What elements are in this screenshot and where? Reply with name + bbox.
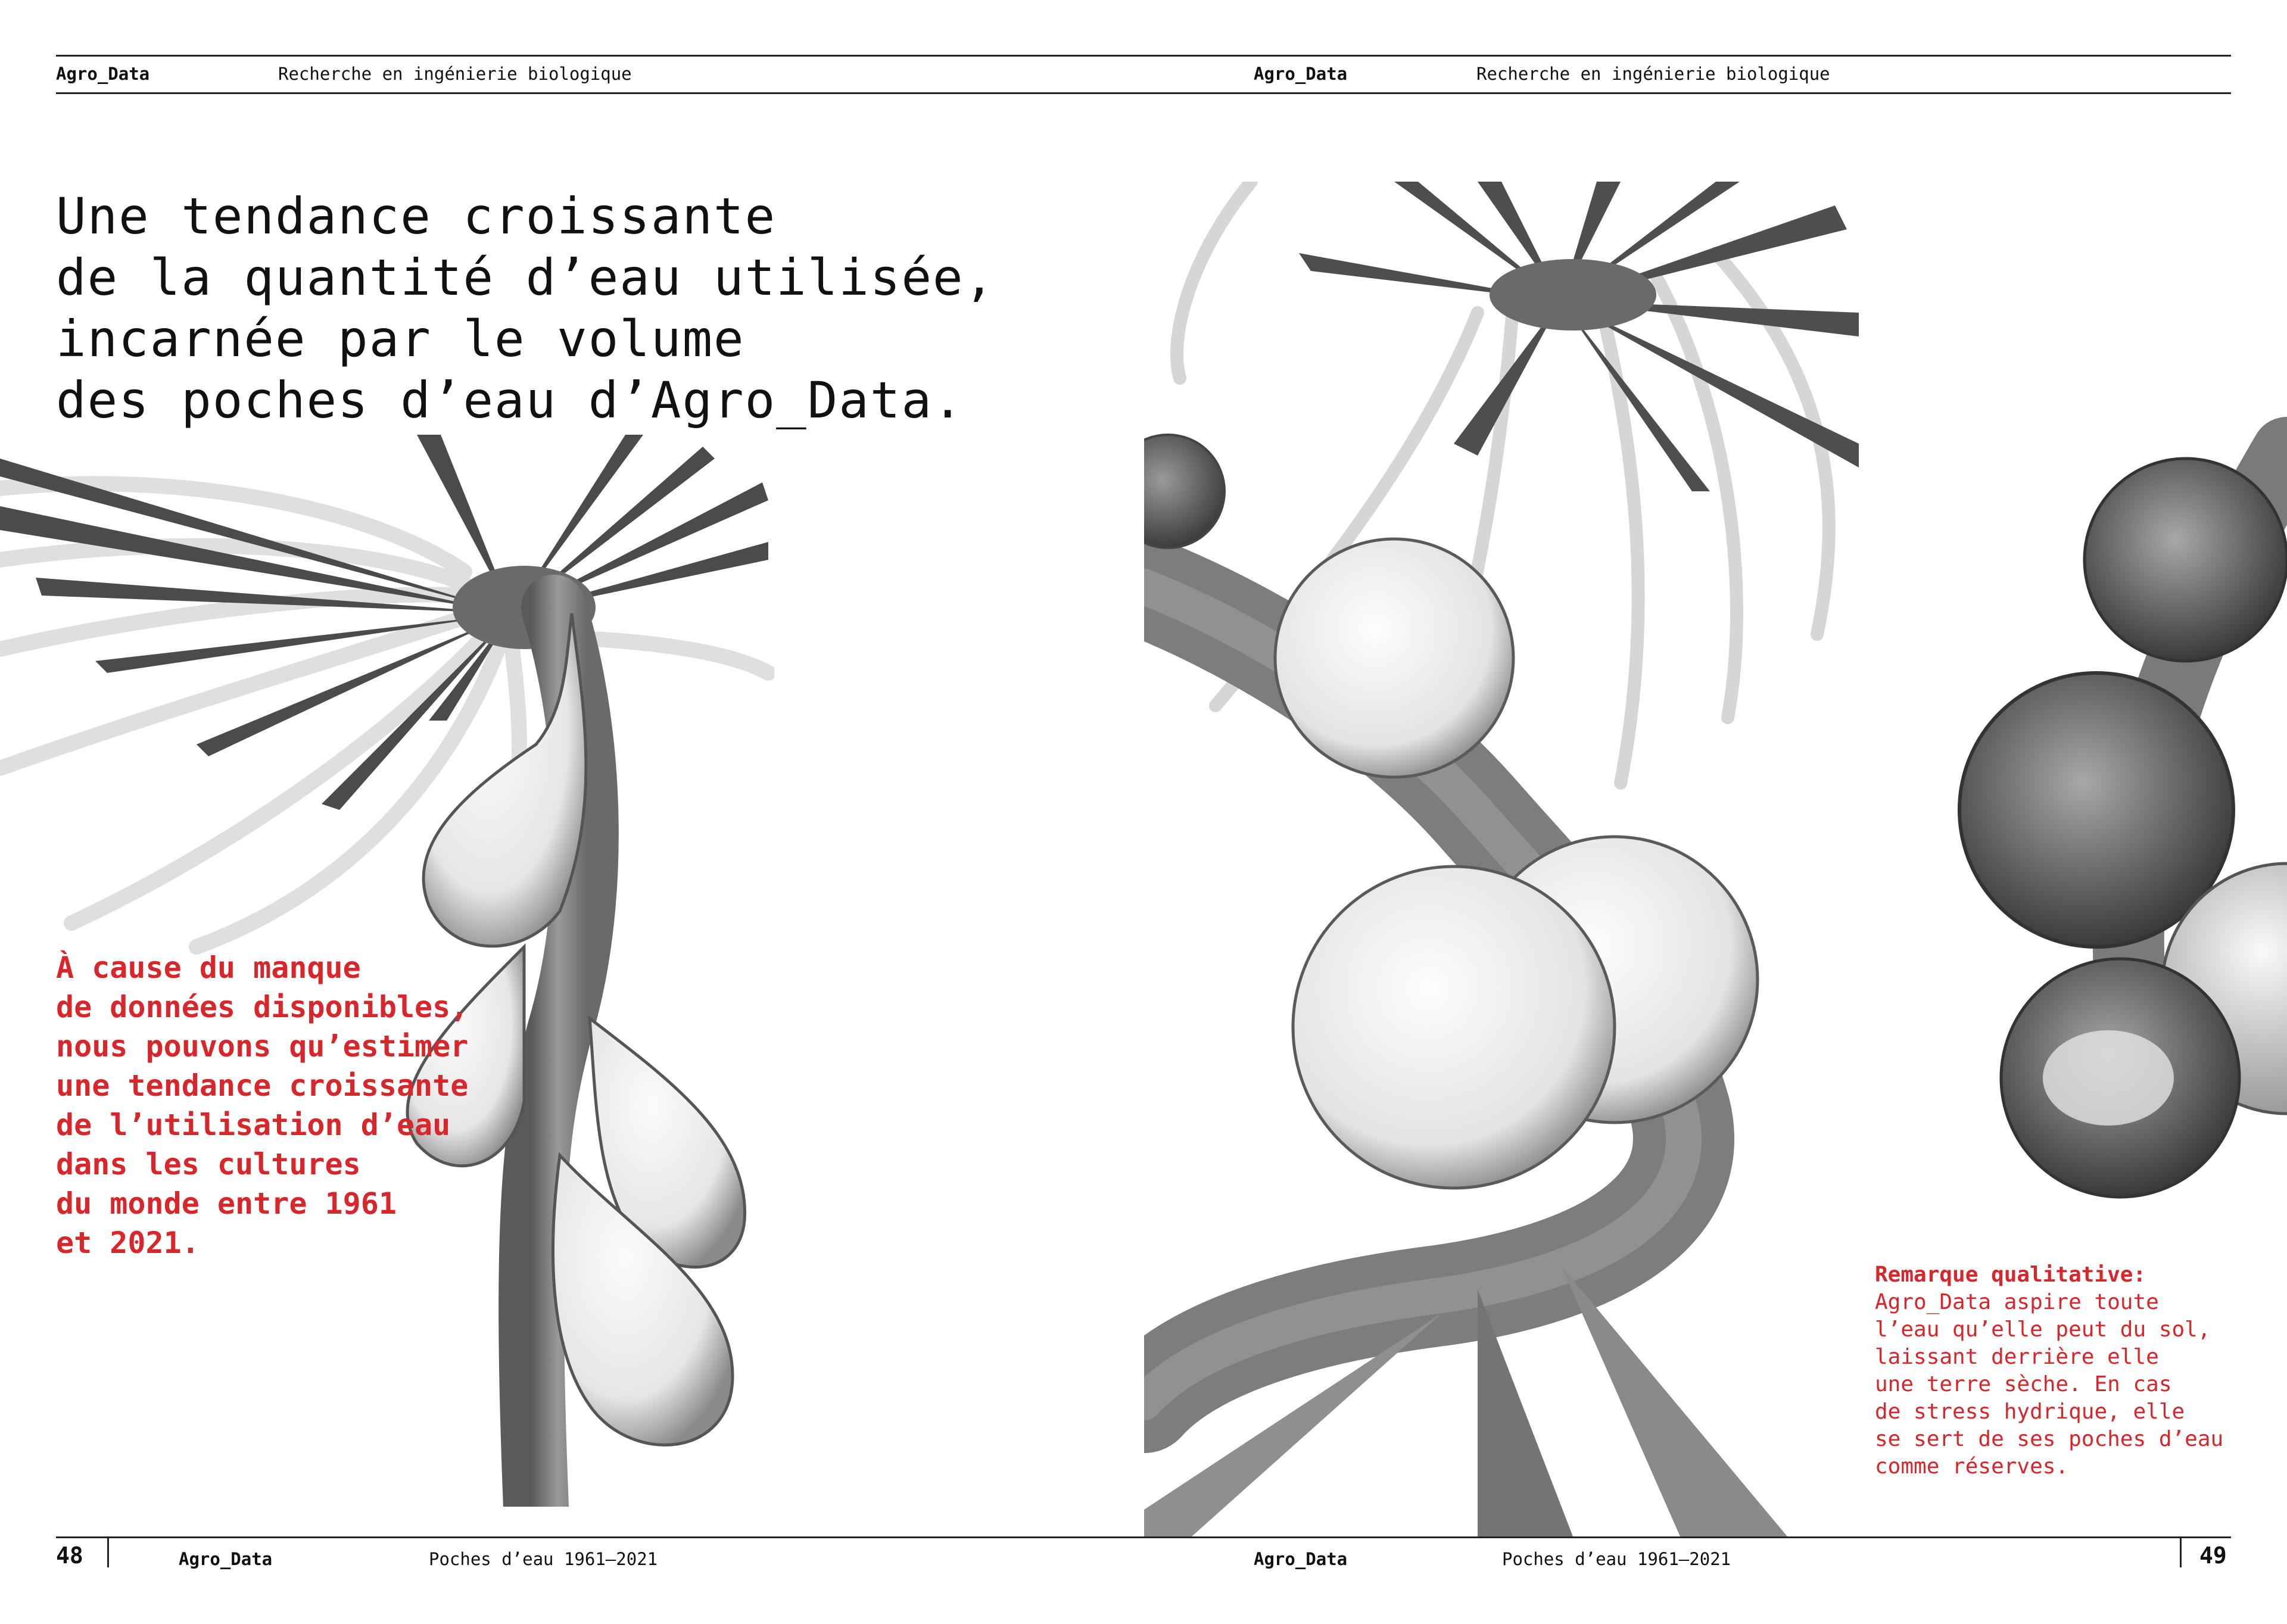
note-line: comme réserves. xyxy=(1875,1454,2069,1479)
note-line: l’eau qu’elle peut du sol, xyxy=(1875,1317,2211,1342)
page-title xyxy=(56,186,995,431)
footer-left-divider xyxy=(107,1536,109,1567)
plant-illustration-right xyxy=(1144,182,1859,1536)
lede-line: nous pouvons qu’estimer xyxy=(56,1029,469,1064)
footer-rule xyxy=(56,1536,2231,1538)
footer-right-divider xyxy=(2180,1536,2182,1567)
footer-left-brand: Agro_Data xyxy=(179,1549,273,1569)
header-right-brand: Agro_Data xyxy=(1254,64,1348,84)
lede-line: de l’utilisation d’eau xyxy=(56,1108,451,1142)
footer-left-section: Poches d’eau 1961–2021 xyxy=(429,1549,658,1569)
qualitative-note xyxy=(1875,1261,2223,1480)
lede-paragraph xyxy=(56,948,468,1263)
title-line-4: des poches d’eau d’Agro_Data. xyxy=(56,371,964,429)
note-line: se sert de ses poches d’eau xyxy=(1875,1427,2224,1451)
note-line: une terre sèche. En cas xyxy=(1875,1372,2172,1397)
lede-line: du monde entre 1961 xyxy=(56,1186,397,1221)
lede-line: dans les cultures xyxy=(56,1147,361,1182)
lede-line: À cause du manque xyxy=(56,950,361,985)
header-bottom-rule xyxy=(56,92,2231,94)
footer-right-section: Poches d’eau 1961–2021 xyxy=(1502,1549,1731,1569)
note-line: Agro_Data aspire toute xyxy=(1875,1290,2159,1314)
page-number-left: 48 xyxy=(56,1542,83,1569)
title-line-3: incarnée par le volume xyxy=(56,310,745,368)
note-line: laissant derrière elle xyxy=(1875,1345,2159,1369)
footer-right-brand: Agro_Data xyxy=(1254,1549,1348,1569)
note-line: de stress hydrique, elle xyxy=(1875,1399,2185,1424)
header-top-rule xyxy=(56,55,2231,57)
header-left-brand: Agro_Data xyxy=(56,64,150,84)
header-left-subtitle: Recherche en ingénierie biologique xyxy=(278,64,632,84)
header-right-subtitle: Recherche en ingénierie biologique xyxy=(1476,64,1830,84)
title-line-2: de la quantité d’eau utilisée, xyxy=(56,248,996,307)
note-heading: Remarque qualitative: xyxy=(1875,1263,2146,1287)
title-line-1: Une tendance croissante xyxy=(56,187,777,245)
lede-line: une tendance croissante xyxy=(56,1068,469,1103)
page-number-right: 49 xyxy=(2199,1542,2227,1569)
beads-illustration-right xyxy=(1953,417,2287,1215)
lede-line: de données disponibles, xyxy=(56,990,469,1024)
lede-line: et 2021. xyxy=(56,1226,200,1260)
